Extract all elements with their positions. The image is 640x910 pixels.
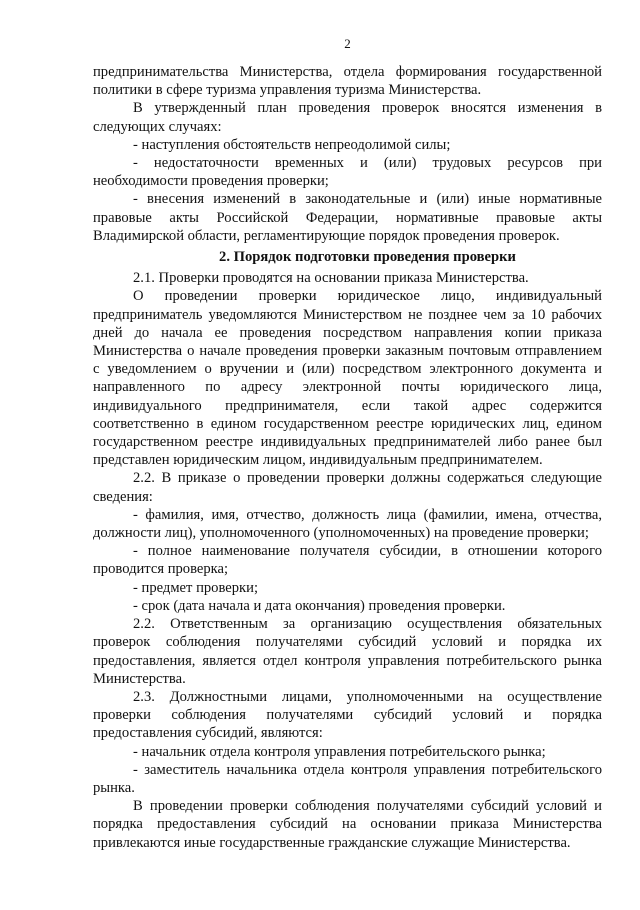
paragraph: предпринимательства Министерства, отдела формирования государственной политики в сфере туризма управления туризма Министерства. [93,64,602,99]
list-item: - начальник отдела контроля управления потребительского рынка; [133,743,546,760]
paragraph: 2.2. Ответственным за организацию осуществления обязательных проверок соблюдения получателями субсидий условий и порядка их предоставления, является отдел контроля управления потребительского рынка Министерства. [93,616,602,687]
list-item: - недостаточности временных и (или) трудовых ресурсов при необходимости проведения проверки; [93,155,602,190]
list-item: - полное наименование получателя субсидии, в отношении которого проводится проверка; [93,543,602,578]
paragraph: 2.3. Должностными лицами, уполномоченными на осуществление проверки соблюдения получателями субсидий условий и порядка предоставления субсидий, являются: [93,688,602,742]
list-item: - фамилия, имя, отчество, должность лица (фамилии, имена, отчества, должности лиц), уполномоченного (уполномоченных) на проведение проверки; [93,506,602,542]
list-item: - внесения изменений в законодательные и (или) иные нормативные правовые акты Российской Федерации, нормативные правовые акты Владимирской области, регламентирующие порядок проведения проверок. [93,191,602,244]
paragraph: 2.2. В приказе о проведении проверки должны содержаться следующие сведения: [93,470,602,505]
page-number: 2 [344,36,351,51]
paragraph: О проведении проверки юридическое лицо, индивидуальный предприниматель уведомляются Министерством не позднее чем за 10 рабочих дней до начала ее проведения посредством направления копии приказа Министерства о начале проведения проверки заказным почтовым отправлением с уведомлением о вручении и (или) посредством электронного документа и направленного по адресу электронной почты юридического лица, индивидуального предпринимателя, если такой адрес содержится соответственно в едином государственном реестре юридических лиц, едином государственном реестре индивидуальных предпринимателей либо ранее был представлен юридическим лицом, индивидуальным предпринимателем. [93,288,602,469]
list-item: - наступления обстоятельств непреодолимой силы; [133,136,451,153]
paragraph: 2.1. Проверки проводятся на основании приказа Министерства. [133,270,529,287]
section-2-body [93,269,602,852]
paragraph: В проведении проверки соблюдения получателями субсидий условий и порядка предоставления субсидий на основании приказа Министерства привлекаются иные государственные гражданские служащие Министерства. [93,798,602,851]
section-1-tail [93,63,602,245]
section-heading: 2. Порядок подготовки проведения проверки [219,249,516,266]
paragraph: В утвержденный план проведения проверок вносятся изменения в следующих случаях: [93,100,602,135]
list-item: - срок (дата начала и дата окончания) проведения проверки. [133,597,506,614]
list-item: - заместитель начальника отдела контроля управления потребительского рынка. [93,761,602,796]
list-item: - предмет проверки; [133,579,259,596]
